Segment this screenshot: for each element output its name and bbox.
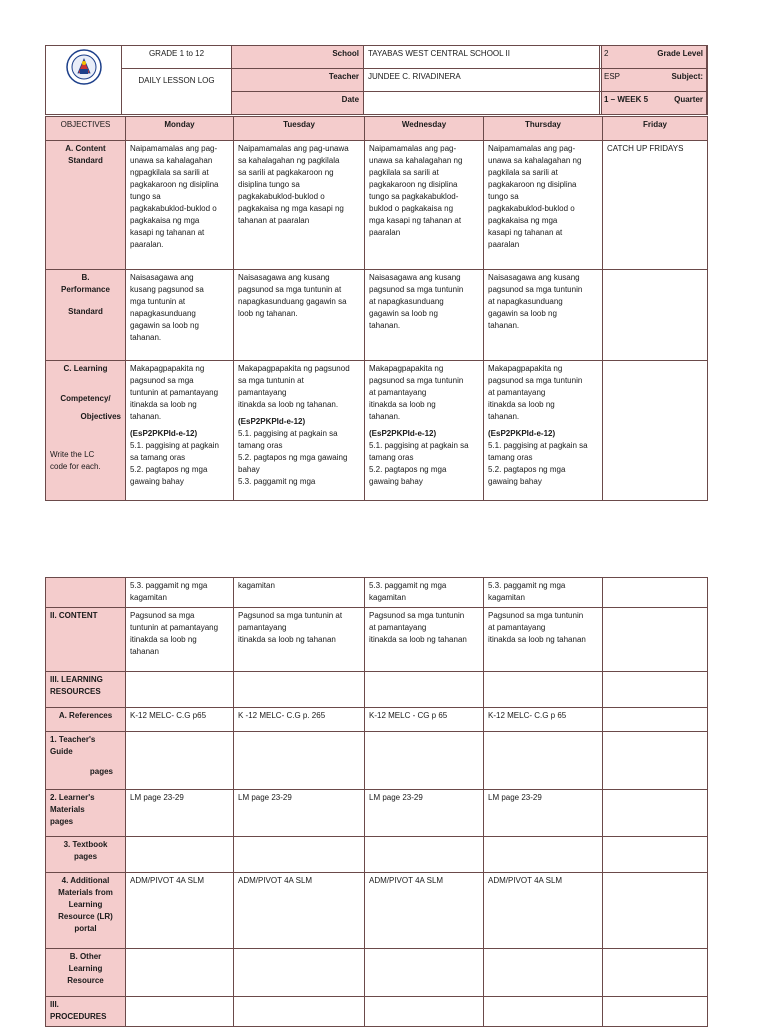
learning-resources-tuesday	[234, 672, 365, 708]
deped-seal-icon	[66, 49, 102, 85]
objectives-header: OBJECTIVES	[46, 117, 126, 141]
quarter-value: 1 – WEEK 5	[600, 92, 707, 115]
learners-materials-monday: LM page 23-29	[126, 790, 234, 837]
content-standard-label: A. Content Standard	[46, 141, 126, 270]
performance-standard-label-cell	[46, 270, 126, 361]
lc-tuesday-list: 5.1. paggising at pagkain sa tamang oras 5.2. pagtapos ng mga gawaing bahay 5.3. paggamit ng mga	[238, 429, 348, 486]
learning-competency-wednesday	[365, 361, 484, 501]
teachers-guide-row	[46, 732, 708, 790]
additional-materials-wednesday: ADM/PIVOT 4A SLM	[365, 873, 484, 949]
learning-competency-tuesday	[234, 361, 365, 501]
other-resources-monday	[126, 949, 234, 997]
learning-resources-row	[46, 672, 708, 708]
other-resources-thursday	[484, 949, 603, 997]
additional-materials-row	[46, 873, 708, 949]
textbook-row	[46, 837, 708, 873]
content-label: II. CONTENT	[46, 608, 126, 672]
procedures-friday	[603, 997, 708, 1027]
learning-competency-monday	[126, 361, 234, 501]
references-thursday: K-12 MELC- C.G p 65	[484, 708, 603, 732]
learning-competency-label-2: Competency/	[60, 394, 111, 403]
procedures-wednesday	[365, 997, 484, 1027]
additional-materials-label: 4. Additional Materials from Learning Resource (LR) portal	[46, 873, 126, 949]
continuation-label	[46, 578, 126, 608]
other-resources-label: B. Other Learning Resource	[46, 949, 126, 997]
content-friday	[603, 608, 708, 672]
textbook-friday	[603, 837, 708, 873]
continuation-wednesday: 5.3. paggamit ng mga kagamitan	[365, 578, 484, 608]
references-row	[46, 708, 708, 732]
learners-materials-row	[46, 790, 708, 837]
monday-header: Monday	[126, 117, 234, 141]
lc-monday-code: (EsP2PKPId-e-12)	[130, 429, 198, 438]
teachers-guide-wednesday	[365, 732, 484, 790]
learning-resources-friday	[603, 672, 708, 708]
school-label: School	[232, 46, 364, 69]
learning-competency-label: C. Learning	[63, 364, 108, 373]
lc-tuesday-text: Makapagpapakita ng pagsunod sa mga tuntunin at pamantayang itinakda sa loob ng tahanan.	[238, 364, 350, 409]
content-standard-monday: Naipamamalas ang pag- unawa sa kahalagahan ngpagkilala sa sarili at pagkakaroon ng disiplina tungo sa pagkakabuklod-buklod o pagkakaisa ng mga kasapi ng tahanan at paaralan.	[126, 141, 234, 270]
content-tuesday: Pagsunod sa mga tuntunin at pamantayang itinakda sa loob ng tahanan	[234, 608, 365, 672]
learning-competency-note: Write the LC code for each.	[50, 450, 101, 471]
lc-wednesday-list: 5.1. paggising at pagkain sa tamang oras 5.2. pagtapos ng mga gawaing bahay	[369, 441, 469, 486]
other-resources-friday	[603, 949, 708, 997]
teachers-guide-label: 1. Teacher's Guide	[50, 735, 96, 756]
content-standard-thursday: Naipamamalas ang pag- unawa sa kahalagahan ng pagkilala sa sarili at pagkakaroon ng disiplina tungo sa pagkakabuklod-buklod o pagkakaisa ng mga kasapi ng tahanan at paaralan	[484, 141, 603, 270]
performance-standard-tuesday: Naisasagawa ang kusang pagsunod sa mga tuntunin at napagkasunduang gagawin sa loob ng tahanan.	[234, 270, 365, 361]
textbook-tuesday	[234, 837, 365, 873]
references-label: A. References	[46, 708, 126, 732]
lesson-log-body-page-1	[45, 116, 708, 501]
lc-thursday-list: 5.1. paggising at pagkain sa tamang oras 5.2. pagtapos ng mga gawaing bahay	[488, 441, 588, 486]
performance-standard-row	[46, 270, 708, 361]
content-row	[46, 608, 708, 672]
performance-standard-thursday: Naisasagawa ang kusang pagsunod sa mga tuntunin at napagkasunduang gagawin sa loob ng tahanan.	[484, 270, 603, 361]
learners-materials-tuesday: LM page 23-29	[234, 790, 365, 837]
additional-materials-friday	[603, 873, 708, 949]
learning-resources-monday	[126, 672, 234, 708]
learning-competency-label-cell	[46, 361, 126, 501]
lc-monday-list: 5.1. paggising at pagkain sa tamang oras 5.2. pagtapos ng mga gawaing bahay	[130, 441, 219, 486]
date-label: Date	[232, 92, 364, 115]
teachers-guide-thursday	[484, 732, 603, 790]
procedures-thursday	[484, 997, 603, 1027]
lc-wednesday-text: Makapagpapakita ng pagsunod sa mga tuntunin at pamantayang itinakda sa loob ng tahanan.	[369, 364, 464, 421]
tuesday-header: Tuesday	[234, 117, 365, 141]
teachers-guide-monday	[126, 732, 234, 790]
procedures-label: III. PROCEDURES	[46, 997, 126, 1027]
learners-materials-thursday: LM page 23-29	[484, 790, 603, 837]
teacher-label: Teacher	[232, 69, 364, 92]
procedures-monday	[126, 997, 234, 1027]
performance-standard-friday	[603, 270, 708, 361]
teachers-guide-tuesday	[234, 732, 365, 790]
header-values-table	[599, 45, 707, 115]
performance-standard-monday: Naisasagawa ang kusang pagsunod sa mga tuntunin at napagkasunduang gagawin sa loob ng tahanan.	[126, 270, 234, 361]
teachers-guide-friday	[603, 732, 708, 790]
learning-competency-row	[46, 361, 708, 501]
textbook-wednesday	[365, 837, 484, 873]
references-tuesday: K -12 MELC- C.G p. 265	[234, 708, 365, 732]
content-standard-friday: CATCH UP FRIDAYS	[603, 141, 708, 270]
lc-monday-text: Makapagpapakita ng pagsunod sa mga tuntunin at pamantayang itinakda sa loob ng tahanan.	[130, 364, 219, 421]
additional-materials-tuesday: ADM/PIVOT 4A SLM	[234, 873, 365, 949]
learning-resources-thursday	[484, 672, 603, 708]
teachers-guide-label-cell	[46, 732, 126, 790]
subject-value: ESP	[600, 69, 707, 92]
procedures-row	[46, 997, 708, 1027]
lc-thursday-text: Makapagpapakita ng pagsunod sa mga tuntunin at pamantayang itinakda sa loob ng tahanan.	[488, 364, 583, 421]
other-resources-row	[46, 949, 708, 997]
continuation-tuesday: kagamitan	[234, 578, 365, 608]
textbook-monday	[126, 837, 234, 873]
content-standard-tuesday: Naipamamalas ang pag-unawa sa kahalagahan ng pagkilala sa sarili at pagkakaroon ng disiplina tungo sa pagkakabuklod-buklod o pagkakaisa ng mga kasapi ng tahanan at paaralan	[234, 141, 365, 270]
performance-standard-wednesday: Naisasagawa ang kusang pagsunod sa mga tuntunin at napagkasunduang gagawin sa loob ng tahanan.	[365, 270, 484, 361]
content-thursday: Pagsunod sa mga tuntunin at pamantayang itinakda sa loob ng tahanan	[484, 608, 603, 672]
learners-materials-friday	[603, 790, 708, 837]
references-wednesday: K-12 MELC - CG p 65	[365, 708, 484, 732]
learning-resources-label: III. LEARNING RESOURCES	[46, 672, 126, 708]
grade-range: GRADE 1 to 12	[122, 46, 232, 69]
wednesday-header: Wednesday	[365, 117, 484, 141]
grade-level-value: 2	[600, 46, 707, 69]
grade-level-label: Grade Level	[602, 46, 708, 69]
lc-tuesday-code: (EsP2PKPId-e-12)	[238, 417, 306, 426]
continuation-friday	[603, 578, 708, 608]
learning-competency-thursday	[484, 361, 603, 501]
learning-resources-wednesday	[365, 672, 484, 708]
references-friday	[603, 708, 708, 732]
textbook-thursday	[484, 837, 603, 873]
performance-standard-label: B. Performance	[61, 273, 110, 294]
log-title: DAILY LESSON LOG	[122, 69, 232, 115]
additional-materials-monday: ADM/PIVOT 4A SLM	[126, 873, 234, 949]
subject-label: Subject:	[602, 69, 708, 92]
learning-competency-friday	[603, 361, 708, 501]
quarter-label: Quarter	[602, 92, 708, 115]
teachers-guide-label-2: pages	[89, 767, 113, 776]
continuation-monday: 5.3. paggamit ng mga kagamitan	[126, 578, 234, 608]
lc-thursday-code: (EsP2PKPId-e-12)	[488, 429, 556, 438]
learners-materials-wednesday: LM page 23-29	[365, 790, 484, 837]
lesson-log-table-page-2	[45, 577, 708, 1027]
date-value	[364, 92, 602, 115]
additional-materials-thursday: ADM/PIVOT 4A SLM	[484, 873, 603, 949]
references-monday: K-12 MELC- C.G p65	[126, 708, 234, 732]
learners-materials-label: 2. Learner's Materials pages	[46, 790, 126, 837]
lc-wednesday-code: (EsP2PKPId-e-12)	[369, 429, 437, 438]
other-resources-wednesday	[365, 949, 484, 997]
school-value: TAYABAS WEST CENTRAL SCHOOL II	[364, 46, 602, 69]
content-wednesday: Pagsunod sa mga tuntunin at pamantayang itinakda sa loob ng tahanan	[365, 608, 484, 672]
other-resources-tuesday	[234, 949, 365, 997]
teacher-value: JUNDEE C. RIVADINERA	[364, 69, 602, 92]
deped-seal-cell	[46, 46, 122, 115]
thursday-header: Thursday	[484, 117, 603, 141]
content-monday: Pagsunod sa mga tuntunin at pamantayang itinakda sa loob ng tahanan	[126, 608, 234, 672]
procedures-tuesday	[234, 997, 365, 1027]
continuation-row	[46, 578, 708, 608]
performance-standard-label-2: Standard	[68, 307, 103, 316]
textbook-label: 3. Textbook pages	[46, 837, 126, 873]
content-standard-wednesday: Naipamamalas ang pag- unawa sa kahalagahan ng pagkilala sa sarili at pagkakaroon ng disiplina tungo sa pagkakabuklod- buklod o pagkakaisa ng mga kasapi ng tahanan at paaralan	[365, 141, 484, 270]
learning-competency-label-3: Objectives	[80, 412, 121, 421]
content-standard-row	[46, 141, 708, 270]
friday-header: Friday	[603, 117, 708, 141]
continuation-thursday: 5.3. paggamit ng mga kagamitan	[484, 578, 603, 608]
